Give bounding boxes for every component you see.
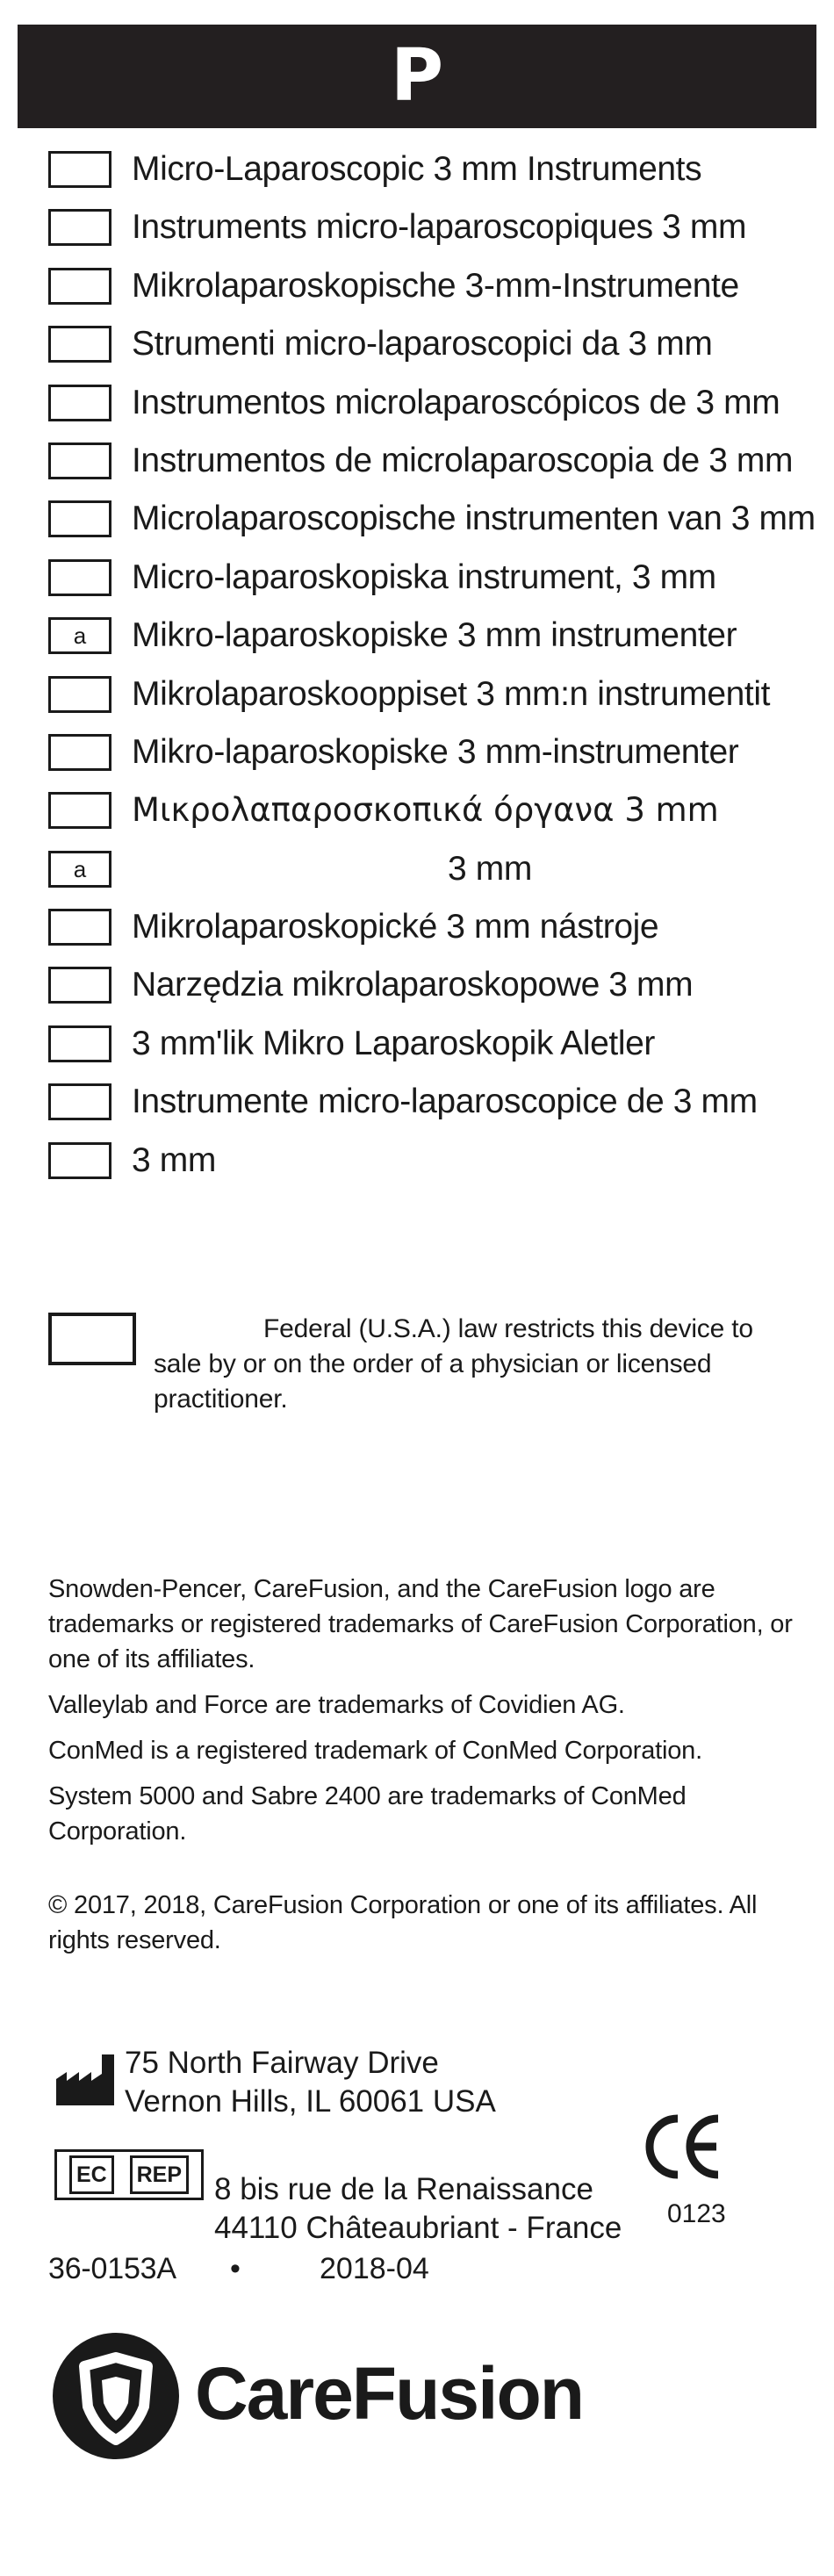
language-label: Instruments micro-laparoscopiques 3 mm (132, 208, 747, 247)
language-checkbox (48, 559, 111, 596)
language-row (0, 146, 834, 204)
language-row (0, 1020, 834, 1078)
language-checkbox: a (48, 851, 111, 888)
separator-bullet: • (230, 2252, 241, 2285)
language-label: Mikro-laparoskopiske 3 mm instrumenter (132, 616, 737, 655)
language-checkbox (48, 268, 111, 305)
language-checkbox (48, 385, 111, 421)
carefusion-wordmark: CareFusion (195, 2352, 584, 2435)
document-number: 36-0153A (48, 2252, 176, 2285)
language-code-header: P (18, 25, 816, 128)
language-label: Instrumente micro-laparoscopice de 3 mm (132, 1083, 758, 1121)
language-row (0, 671, 834, 729)
language-label: 3 mm'lik Mikro Laparoskopik Aletler (132, 1024, 655, 1062)
language-checkbox (48, 1142, 111, 1179)
language-checkbox (48, 792, 111, 829)
language-label: Mikrolaparoskopische 3-mm-Instrumente (132, 266, 739, 305)
language-row (0, 1137, 834, 1195)
language-row (0, 845, 834, 903)
language-checkbox (48, 734, 111, 771)
language-checkbox (48, 151, 111, 188)
ce-mark-icon (643, 2112, 722, 2182)
language-label: Instrumentos microlaparoscópicos de 3 mm (132, 383, 780, 421)
language-label: 3 mm (448, 849, 532, 888)
language-checkbox (48, 909, 111, 946)
language-checkbox (48, 676, 111, 713)
language-label: Instrumentos de microlaparoscopia de 3 mm (132, 441, 794, 479)
ec-rep-symbol (54, 2149, 204, 2200)
ec-label: EC (69, 2155, 114, 2194)
language-checkbox (48, 1025, 111, 1062)
rx-notice: Federal (U.S.A.) law restricts this device to sale by or on the order of a physician or licensed practitioner. (154, 1314, 753, 1414)
language-checkbox (48, 967, 111, 1004)
language-row (0, 612, 834, 670)
language-row (0, 320, 834, 378)
language-label: Microlaparoscopische instrumenten van 3 mm (132, 500, 816, 538)
language-label: Mikro-laparoskopiske 3 mm-instrumenter (132, 732, 739, 771)
language-label: Narzędzia mikrolaparoskopowe 3 mm (132, 966, 694, 1004)
language-row (0, 495, 834, 553)
rx-only-symbol-box (48, 1313, 136, 1365)
trademark-notice: Valleylab and Force are trademarks of Covidien AG. (48, 1691, 625, 1719)
language-row (0, 554, 834, 612)
trademark-notices (48, 1572, 821, 1860)
language-label: Mikrolaparoskopické 3 mm nástroje (132, 908, 659, 946)
language-row (0, 961, 834, 1019)
language-row (0, 729, 834, 787)
language-label: Micro-laparoskopiska instrument, 3 mm (132, 558, 716, 596)
rep-label: REP (130, 2155, 189, 2194)
language-row (0, 437, 834, 495)
language-list (0, 146, 834, 1195)
language-row (0, 379, 834, 437)
language-row (0, 903, 834, 961)
language-row (0, 263, 834, 320)
language-label: Mikrolaparoskooppiset 3 mm:n instrumentit (132, 674, 771, 713)
manufacturer-address (125, 2044, 496, 2121)
language-label: Strumenti micro-laparoscopici da 3 mm (132, 325, 713, 363)
manufacturer-address-line2: Vernon Hills, IL 60061 USA (125, 2084, 496, 2119)
trademark-notice: ConMed is a registered trademark of ConMed Corporation. (48, 1737, 702, 1765)
copyright-notice: © 2017, 2018, CareFusion Corporation or one of its affiliates. All rights reserved. (48, 1891, 758, 1954)
ec-rep-address-line1: 8 bis rue de la Renaissance (214, 2172, 593, 2206)
ec-rep-address (214, 2170, 622, 2248)
language-label: Μικρολαπαροσκοπικά όργανα 3 mm (132, 791, 719, 830)
manufacturer-address-line1: 75 North Fairway Drive (125, 2046, 439, 2080)
language-checkbox (48, 500, 111, 537)
language-row (0, 787, 834, 845)
language-label: Micro-Laparoscopic 3 mm Instruments (132, 150, 702, 188)
ce-notified-body-number: 0123 (667, 2199, 726, 2228)
language-checkbox (48, 1083, 111, 1120)
language-row (0, 204, 834, 262)
language-checkbox: a (48, 617, 111, 654)
trademark-notice: Snowden-Pencer, CareFusion, and the CareFusion logo are trademarks or registered trademarks of CareFusion Corporation, or one of its affiliates. (48, 1575, 793, 1673)
manufacturer-icon (54, 2053, 116, 2107)
language-checkbox (48, 443, 111, 479)
carefusion-shield-logo-icon (51, 2331, 181, 2461)
document-date: 2018-04 (320, 2252, 429, 2285)
language-checkbox (48, 326, 111, 363)
trademark-notice: System 5000 and Sabre 2400 are trademarks of ConMed Corporation. (48, 1782, 687, 1846)
language-checkbox (48, 209, 111, 246)
ec-rep-address-line2: 44110 Châteaubriant - France (214, 2211, 622, 2245)
language-row (0, 1078, 834, 1136)
language-label: 3 mm (132, 1140, 216, 1179)
